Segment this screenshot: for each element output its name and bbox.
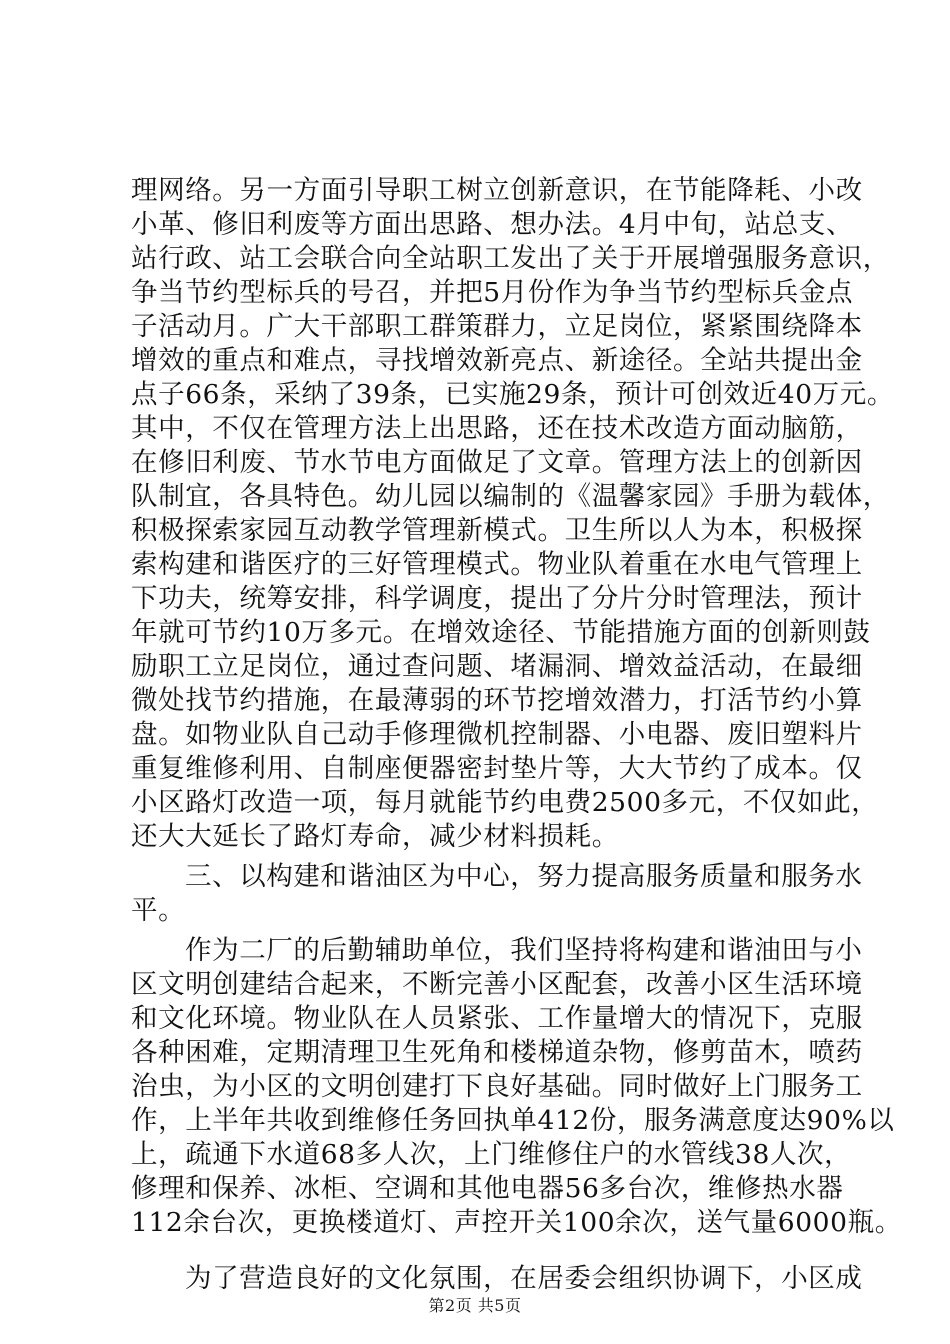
text-line: 治虫，为小区的文明创建打下良好基础。同时做好上门服务工 <box>131 1071 863 1102</box>
text-line: 盘。如物业队自己动手修理微机控制器、小电器、废旧塑料片 <box>131 719 863 750</box>
text-line: 励职工立足岗位，通过查问题、堵漏洞、增效益活动，在最细 <box>131 651 863 682</box>
text-line: 积极探索家园互动教学管理新模式。卫生所以人为本，积极探 <box>131 515 863 546</box>
text-line: 作，上半年共收到维修任务回执单412份，服务满意度达90%以 <box>131 1105 895 1136</box>
text-line: 112余台次，更换楼道灯、声控开关100余次，送气量6000瓶。 <box>131 1207 902 1238</box>
text-line: 其中，不仅在管理方法上出思路，还在技术改造方面动脑筋， <box>131 413 863 444</box>
text-line: 作为二厂的后勤辅助单位，我们坚持将构建和谐油田与小 <box>185 935 863 966</box>
text-line: 区文明创建结合起来，不断完善小区配套，改善小区生活环境 <box>131 969 863 1000</box>
text-line: 上，疏通下水道68多人次，上门维修住户的水管线38人次， <box>131 1139 852 1170</box>
text-line: 争当节约型标兵的号召，并把5月份作为争当节约型标兵金点 <box>131 277 854 308</box>
text-line: 小区路灯改造一项，每月就能节约电费2500多元，不仅如此， <box>131 787 879 818</box>
text-line: 下功夫，统筹安排，科学调度，提出了分片分时管理法，预计 <box>131 583 863 614</box>
text-line: 点子66条，采纳了39条，已实施29条，预计可创效近40万元。 <box>131 379 894 410</box>
text-line: 重复维修利用、自制座便器密封垫片等，大大节约了成本。仅 <box>131 753 863 784</box>
section-heading: 三、以构建和谐油区为中心，努力提高服务质量和服务水 <box>185 861 863 892</box>
text-line: 小革、修旧利废等方面出思路、想办法。4月中旬，站总支、 <box>131 209 854 240</box>
text-line: 和文化环境。物业队在人员紧张、工作量增大的情况下，克服 <box>131 1003 863 1034</box>
text-line: 索构建和谐医疗的三好管理模式。物业队着重在水电气管理上 <box>131 549 863 580</box>
text-line: 年就可节约10万多元。在增效途径、节能措施方面的创新则鼓 <box>131 617 871 648</box>
text-line: 队制宜，各具特色。幼儿园以编制的《温馨家园》手册为载体， <box>131 481 890 512</box>
page-number-footer: 第2页 共5页 <box>428 1296 522 1315</box>
text-line: 增效的重点和难点，寻找增效新亮点、新途径。全站共提出金 <box>131 345 863 376</box>
text-line: 还大大延长了路灯寿命，减少材料损耗。 <box>131 821 619 852</box>
text-line: 理网络。另一方面引导职工树立创新意识，在节能降耗、小改 <box>131 175 863 206</box>
text-line: 子活动月。广大干部职工群策群力，立足岗位，紧紧围绕降本 <box>131 311 863 342</box>
text-line: 在修旧利废、节水节电方面做足了文章。管理方法上的创新因 <box>131 447 863 478</box>
text-line: 站行政、站工会联合向全站职工发出了关于开展增强服务意识， <box>131 243 890 274</box>
section-heading: 平。 <box>131 895 186 926</box>
text-line: 为了营造良好的文化氛围，在居委会组织协调下，小区成 <box>185 1263 863 1294</box>
text-line: 修理和保养、冰柜、空调和其他电器56多台次，维修热水器 <box>131 1173 844 1204</box>
text-line: 各种困难，定期清理卫生死角和楼梯道杂物，修剪苗木，喷药 <box>131 1037 863 1068</box>
text-line: 微处找节约措施，在最薄弱的环节挖增效潜力，打活节约小算 <box>131 685 863 716</box>
